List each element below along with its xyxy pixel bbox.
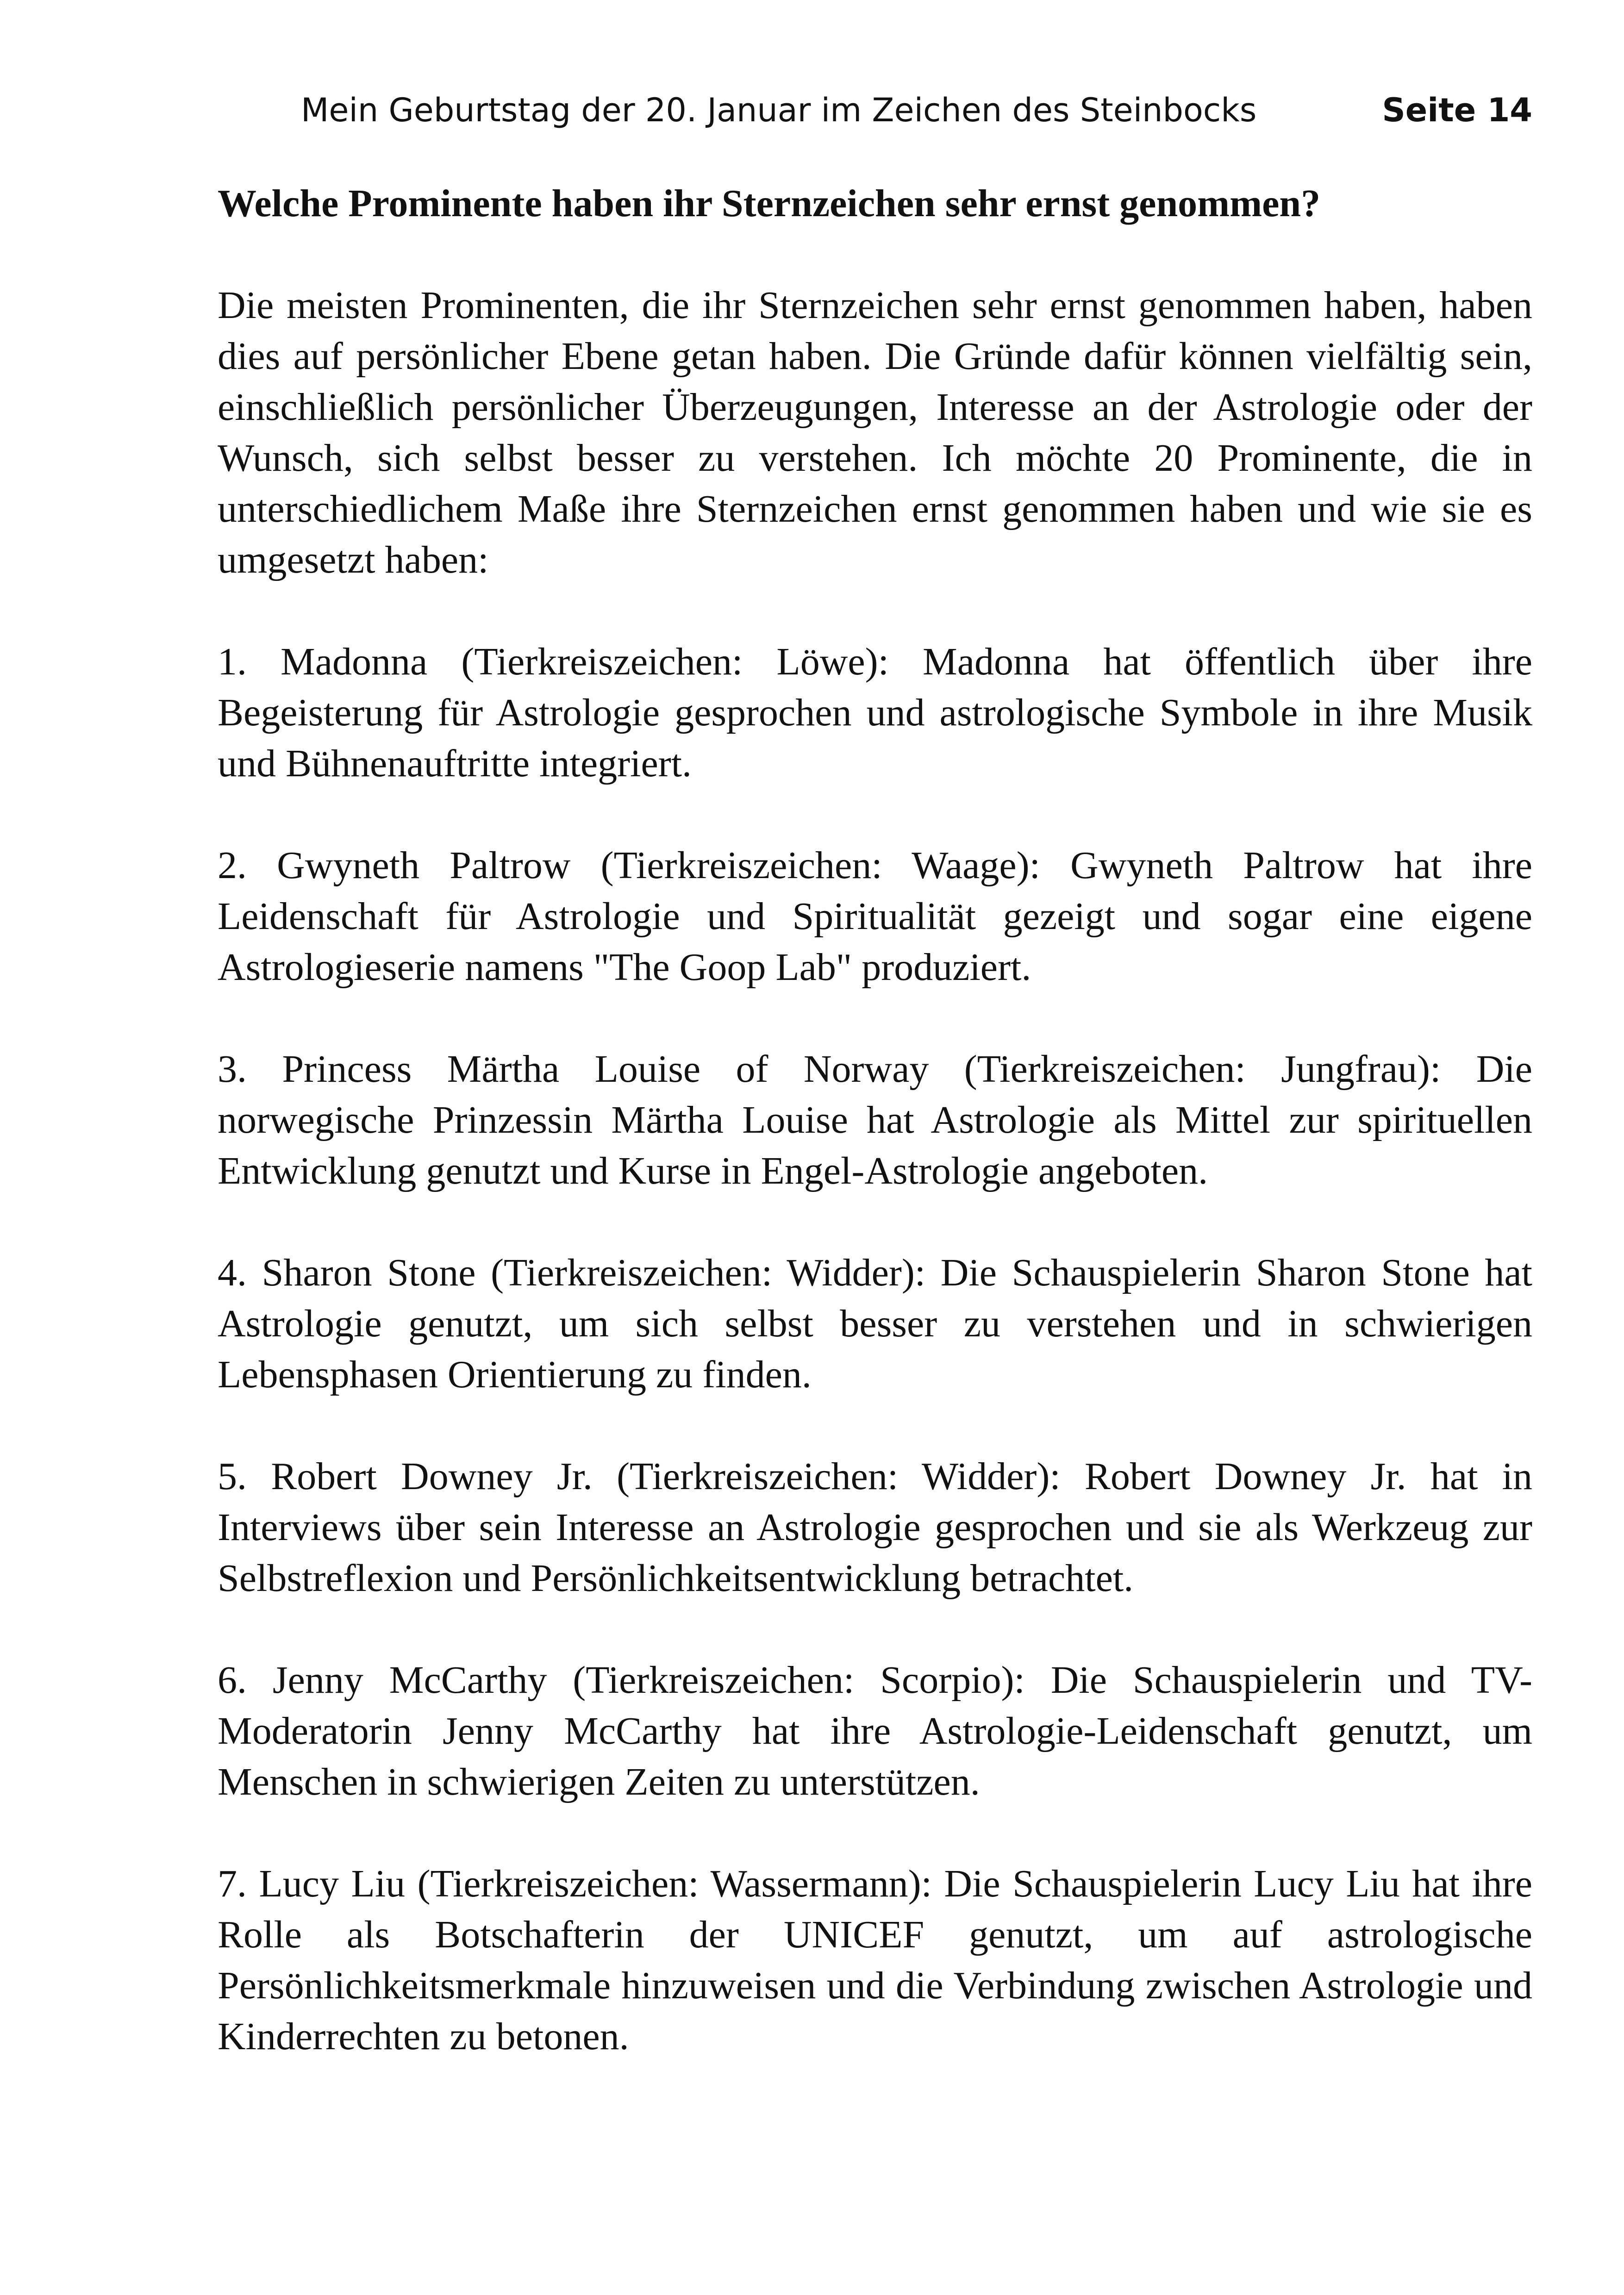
intro-paragraph: Die meisten Prominenten, die ihr Sternzeichen sehr ernst genommen haben, haben dies auf persönlicher Ebene getan haben. Die Gründe dafür können vielfältig sein, einschließlich persönlicher Überzeugungen, Interesse an der Astrologie oder der Wunsch, sich selbst besser zu verstehen. Ich möchte 20 Prominente, die in unterschiedlichem Maße ihre Sternzeichen ernst genommen haben und wie sie es umgesetzt haben: [218, 284, 1532, 581]
section-heading: Welche Prominente haben ihr Sternzeichen sehr ernst genommen? [218, 182, 1321, 225]
list-item-maertha-louise: 3. Princess Märtha Louise of Norway (Tierkreiszeichen: Jungfrau): Die norwegische Prinzessin Märtha Louise hat Astrologie als Mittel zur spirituellen Entwicklung genutzt und Kurse in Engel-Astrologie angeboten. [218, 1048, 1532, 1192]
list-item-madonna: 1. Madonna (Tierkreiszeichen: Löwe): Madonna hat öffentlich über ihre Begeisterung für Astrologie gesprochen und astrologische Symbole in ihre Musik und Bühnenauftritte integriert. [218, 640, 1532, 785]
page-content [218, 178, 1532, 2113]
list-item-jenny-mccarthy: 6. Jenny McCarthy (Tierkreiszeichen: Scorpio): Die Schauspielerin und TV-Moderatorin Jenny McCarthy hat ihre Astrologie-Leidenschaft genutzt, um Menschen in schwierigen Zeiten zu unterstützen. [218, 1659, 1532, 1803]
list-item-sharon-stone: 4. Sharon Stone (Tierkreiszeichen: Widder): Die Schauspielerin Sharon Stone hat Astrologie genutzt, um sich selbst besser zu verstehen und in schwierigen Lebensphasen Orientierung zu finden. [218, 1251, 1532, 1396]
list-item-gwyneth-paltrow: 2. Gwyneth Paltrow (Tierkreiszeichen: Waage): Gwyneth Paltrow hat ihre Leidenschaft für Astrologie und Spiritualität gezeigt und sogar eine eigene Astrologieserie namens "The Goop Lab" produziert. [218, 844, 1532, 989]
page-number: Seite 14 [1382, 91, 1532, 129]
list-item-robert-downey-jr: 5. Robert Downey Jr. (Tierkreiszeichen: Widder): Robert Downey Jr. hat in Interviews über sein Interesse an Astrologie gesprochen und sie als Werkzeug zur Selbstreflexion und Persönlichkeitsentwicklung betrachtet. [218, 1455, 1532, 1600]
header-title: Mein Geburtstag der 20. Januar im Zeichen des Steinbocks [301, 91, 1257, 129]
list-item-lucy-liu: 7. Lucy Liu (Tierkreiszeichen: Wassermann): Die Schauspielerin Lucy Liu hat ihre Rolle als Botschafterin der UNICEF genutzt, um auf astrologische Persönlichkeitsmerkmale hinzuweisen und die Verbindung zwischen Astrologie und Kinderrechten zu betonen. [218, 1862, 1532, 2058]
